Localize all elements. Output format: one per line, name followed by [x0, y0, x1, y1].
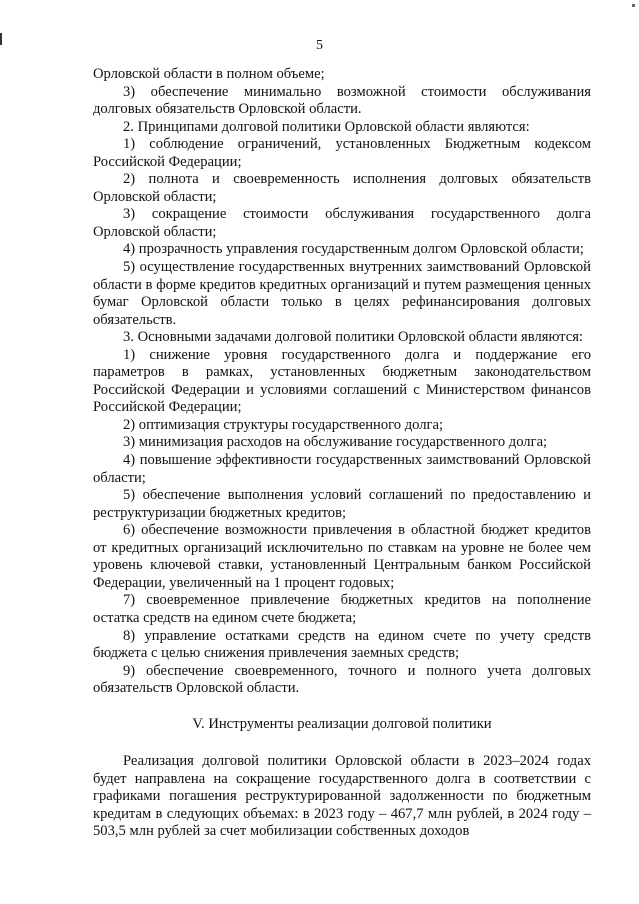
paragraph: 1) снижение уровня государственного долга и поддержание его параметров в рамках, установленных бюджетным законодательством Российской Федерации и условиями соглашений с Министерством финансов Российской Федерации;: [93, 346, 591, 416]
paragraph: 8) управление остатками средств на едином счете по учету средств бюджета с целью снижения привлечения заемных средств;: [93, 627, 591, 662]
paragraph-tasks-heading: 3. Основными задачами долговой политики Орловской области являются:: [123, 329, 583, 346]
paragraph: 6) обеспечение возможности привлечения в областной бюджет кредитов от кредитных организаций исключительно по ставкам на уровне не более чем уровень ключевой ставки, установленный Центральным банком Российской Федерации, увеличенный на 1 процент годовых;: [93, 522, 591, 591]
paragraph-continuation: Орловской области в полном объеме;: [93, 66, 325, 82]
paragraph: 3) обеспечение минимально возможной стоимости обслуживания долговых обязательств Орловской области.: [93, 83, 591, 118]
paragraph: 3) сокращение стоимости обслуживания государственного долга Орловской области;: [93, 206, 591, 240]
paragraph: 5) обеспечение выполнения условий соглашений по предоставлению и реструктуризации бюджетных кредитов;: [93, 487, 591, 521]
page-number: 5: [316, 38, 323, 53]
paragraph-closing: Реализация долговой политики Орловской области в 2023–2024 годах будет направлена на сокращение государственного долга в соответствии с графиками погашения реструктурированной задолженности по бюджетным кредитам в следующих объемах: в 2023 году – 467,7 млн рублей, в 2024 году – 503,5 млн рублей за счет мобилизации собственных доходов: [93, 753, 591, 840]
paragraph: 5) осуществление государственных внутренних заимствований Орловской области в форме кредитов кредитных организаций и путем размещения ценных бумаг Орловской области только в целях рефинансирования долговых обязательств.: [93, 259, 591, 328]
paragraph: 3) минимизация расходов на обслуживание государственного долга;: [123, 434, 548, 451]
scan-corner-mark: [632, 4, 635, 7]
paragraph: 1) соблюдение ограничений, установленных Бюджетным кодексом Российской Федерации;: [93, 136, 591, 170]
document-body: [93, 66, 591, 841]
paragraph: 7) своевременное привлечение бюджетных кредитов на пополнение остатка средств на едином счете бюджета;: [93, 592, 591, 626]
paragraph: 4) прозрачность управления государственным долгом Орловской области;: [123, 241, 584, 258]
paragraph: 4) повышение эффективности государственных заимствований Орловской области;: [93, 452, 591, 486]
paragraph: 2) полнота и своевременность исполнения долговых обязательств Орловской области;: [93, 171, 591, 205]
paragraph-principles-heading: 2. Принципами долговой политики Орловской области являются:: [123, 118, 530, 135]
paragraph: 2) оптимизация структуры государственного долга;: [123, 416, 444, 433]
paragraph: 9) обеспечение своевременного, точного и полного учета долговых обязательств Орловской области.: [93, 662, 591, 697]
section-heading: V. Инструменты реализации долговой политики: [192, 715, 492, 732]
